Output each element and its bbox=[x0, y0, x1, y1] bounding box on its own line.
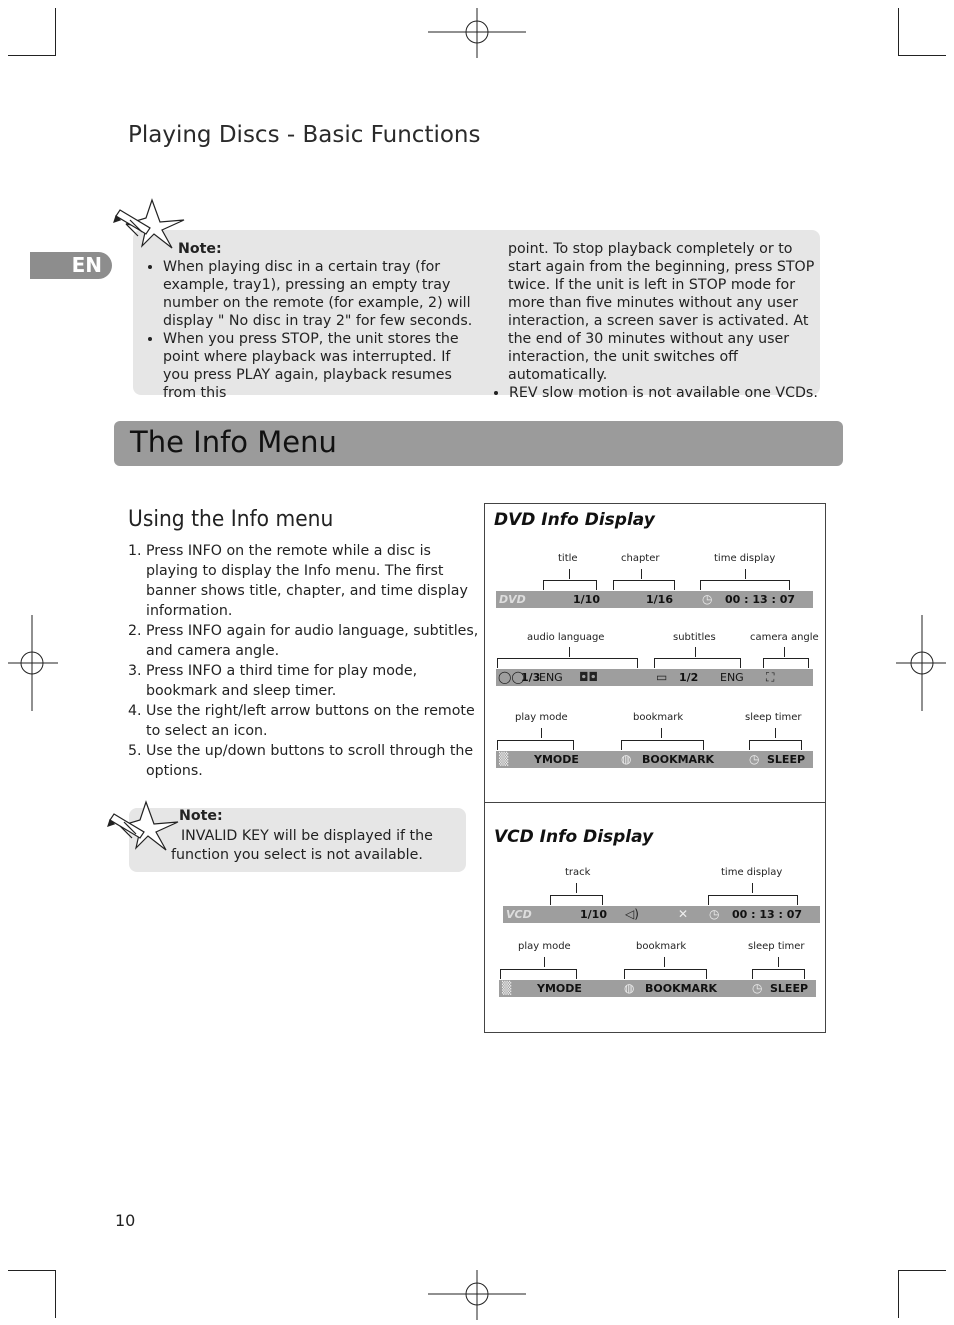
label-title: title bbox=[558, 553, 578, 564]
step-item: 4. Use the right/left arrow buttons on the remote to select an icon. bbox=[146, 701, 486, 741]
page-number: 10 bbox=[115, 1211, 136, 1230]
label-bookmark: bookmark bbox=[636, 941, 687, 952]
connector bbox=[695, 647, 696, 657]
bracket bbox=[613, 580, 675, 590]
label-camera-angle: camera angle bbox=[750, 632, 819, 643]
label-track: track bbox=[565, 867, 591, 878]
sleep-value: SLEEP bbox=[770, 982, 809, 995]
page-header-title: Playing Discs - Basic Functions bbox=[128, 122, 481, 148]
crop-mark bbox=[898, 1270, 946, 1271]
note-column-1 bbox=[143, 240, 473, 402]
label-time-display: time display bbox=[714, 553, 776, 564]
play-mode-icon: ▒ bbox=[499, 752, 509, 766]
connector bbox=[664, 957, 665, 967]
note-label: Note: bbox=[179, 808, 223, 824]
section-title: Using the Info menu bbox=[128, 507, 334, 532]
connector bbox=[661, 728, 662, 738]
label-chapter: chapter bbox=[621, 553, 660, 564]
note-column-2 bbox=[489, 240, 819, 402]
note-list bbox=[143, 258, 473, 402]
step-item: 3. Press INFO a third time for play mode, bookmark and sleep timer. bbox=[146, 661, 486, 701]
dvd-banner-bar-2 bbox=[496, 669, 813, 686]
chapter-value: 1/16 bbox=[646, 593, 673, 606]
subtitle-icon: ▭ bbox=[656, 670, 668, 684]
label-sleep-timer: sleep timer bbox=[748, 941, 805, 952]
bookmark-icon: ◍ bbox=[621, 752, 632, 766]
sleep-clock-icon: ◷ bbox=[749, 752, 760, 766]
time-value: 00 : 13 : 07 bbox=[732, 908, 803, 921]
label-play-mode: play mode bbox=[515, 712, 568, 723]
clock-icon: ◷ bbox=[709, 907, 720, 921]
play-mode-value: YMODE bbox=[534, 753, 579, 766]
title-value: 1/10 bbox=[573, 593, 600, 606]
bracket bbox=[497, 658, 638, 668]
dvd-banner-bar-3 bbox=[496, 751, 813, 768]
track-value: 1/10 bbox=[580, 908, 607, 921]
steps-list bbox=[128, 541, 486, 781]
bracket bbox=[543, 580, 597, 590]
connector bbox=[784, 647, 785, 657]
registration-mark bbox=[896, 615, 946, 711]
connector bbox=[544, 957, 545, 967]
crop-mark bbox=[898, 8, 899, 56]
step-item: 1. Press INFO on the remote while a disc is playing to display the Info menu. The first banner shows title, chapter, and time display information. bbox=[146, 541, 486, 621]
time-value: 00 : 13 : 07 bbox=[725, 593, 796, 606]
clock-icon: ◷ bbox=[702, 592, 713, 606]
connector bbox=[778, 957, 779, 967]
crop-mark bbox=[8, 1270, 56, 1271]
play-mode-icon: ▒ bbox=[502, 981, 512, 995]
connector bbox=[576, 883, 577, 893]
vcd-banner-bar-2 bbox=[499, 980, 816, 997]
note-box-top bbox=[133, 230, 820, 401]
camera-icon: ⛶ bbox=[766, 670, 775, 684]
bracket bbox=[749, 740, 802, 750]
bracket bbox=[550, 895, 603, 905]
note-pencil-icon bbox=[106, 796, 182, 856]
connector bbox=[775, 728, 776, 738]
bookmark-icon: ◍ bbox=[624, 981, 635, 995]
label-sleep-timer: sleep timer bbox=[745, 712, 802, 723]
note-list bbox=[489, 384, 819, 402]
note-continuation: point. To stop playback completely or to start again from the beginning, press STOP twice. If the unit is left in STOP mode for more than five minutes without any user interaction, a screen saver is activated. At the end of 30 minutes without any user interaction, the unit switches off automatically. bbox=[508, 241, 815, 383]
crop-mark bbox=[55, 1270, 56, 1318]
registration-mark bbox=[8, 615, 58, 711]
crop-mark bbox=[55, 8, 56, 56]
label-audio-language: audio language bbox=[527, 632, 605, 643]
banner-title: The Info Menu bbox=[130, 425, 337, 459]
step-item: 2. Press INFO again for audio language, subtitles, and camera angle. bbox=[146, 621, 486, 661]
dvd-heading: DVD Info Display bbox=[494, 510, 655, 530]
dvd-banner-bar-1 bbox=[496, 591, 813, 608]
sleep-value: SLEEP bbox=[767, 753, 806, 766]
list-item: • REV slow motion is not available one VCDs. bbox=[509, 384, 819, 402]
play-mode-value: YMODE bbox=[537, 982, 582, 995]
note-pencil-icon bbox=[112, 190, 188, 250]
connector bbox=[752, 883, 753, 893]
connector bbox=[541, 728, 542, 738]
dolby-icon: ◘◘ bbox=[579, 670, 598, 684]
list-item: • When you press STOP, the unit stores the point where playback was interrupted. If you press PLAY again, playback resumes from this bbox=[163, 330, 473, 402]
bracket bbox=[752, 969, 805, 979]
bracket bbox=[654, 658, 741, 668]
connector bbox=[745, 569, 746, 579]
language-tab-label: EN bbox=[71, 253, 102, 277]
note-text: INVALID KEY will be displayed if the function you select is not available. bbox=[171, 828, 433, 863]
section-banner bbox=[114, 421, 843, 466]
bracket bbox=[497, 740, 574, 750]
connector bbox=[641, 569, 642, 579]
bookmark-value: BOOKMARK bbox=[642, 753, 715, 766]
vcd-logo: VCD bbox=[506, 908, 532, 921]
note-label: Note: bbox=[178, 241, 222, 257]
bracket bbox=[500, 969, 577, 979]
dvd-logo: DVD bbox=[499, 593, 526, 606]
sleep-clock-icon: ◷ bbox=[752, 981, 763, 995]
connector bbox=[569, 569, 570, 579]
label-bookmark: bookmark bbox=[633, 712, 684, 723]
speaker-icon: ◁) bbox=[625, 907, 639, 921]
crop-mark bbox=[8, 55, 56, 56]
registration-mark bbox=[428, 1270, 526, 1320]
crop-mark bbox=[898, 55, 946, 56]
crop-mark bbox=[898, 1270, 899, 1318]
bracket bbox=[763, 658, 809, 668]
audio-track-value: 1/3 bbox=[521, 671, 541, 684]
mute-icon: ✕ bbox=[678, 907, 689, 921]
bracket bbox=[621, 740, 704, 750]
step-item: 5. Use the up/down buttons to scroll through the options. bbox=[146, 741, 486, 781]
vcd-heading: VCD Info Display bbox=[494, 827, 654, 847]
vcd-banner-bar-1 bbox=[503, 906, 820, 923]
audio-icon: ◯◯ bbox=[498, 670, 525, 684]
list-item: • When playing disc in a certain tray (for example, tray1), pressing an empty tray number on the remote (for example, 2) will display " No disc in tray 2" for few seconds. bbox=[163, 258, 473, 330]
registration-mark bbox=[428, 8, 526, 58]
label-play-mode: play mode bbox=[518, 941, 571, 952]
language-tab bbox=[30, 252, 112, 279]
subtitle-language-value: ENG bbox=[720, 671, 744, 684]
connector bbox=[569, 647, 570, 657]
label-subtitles: subtitles bbox=[673, 632, 716, 643]
audio-language-value: ENG bbox=[539, 671, 563, 684]
subtitle-track-value: 1/2 bbox=[679, 671, 699, 684]
bracket bbox=[624, 969, 707, 979]
frame-divider bbox=[484, 802, 826, 803]
bracket bbox=[708, 895, 798, 905]
bracket bbox=[700, 580, 790, 590]
label-time-display: time display bbox=[721, 867, 783, 878]
bookmark-value: BOOKMARK bbox=[645, 982, 718, 995]
